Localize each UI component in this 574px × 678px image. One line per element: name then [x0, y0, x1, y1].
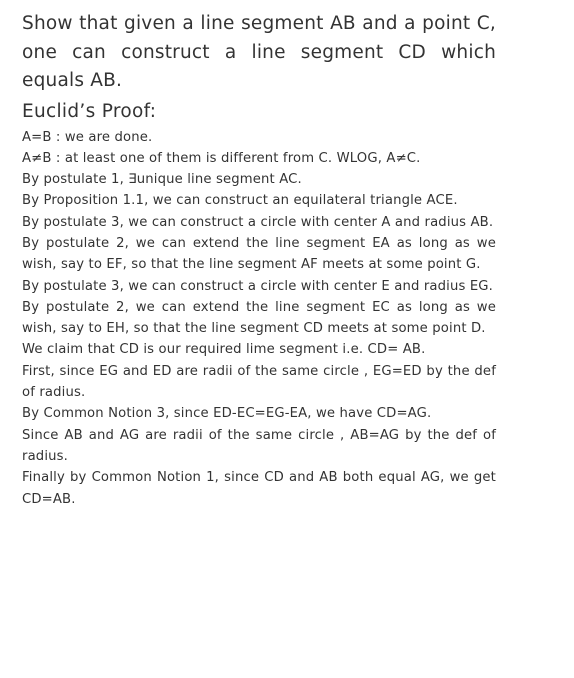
proof-heading: Euclid’s Proof: — [22, 100, 157, 122]
proof-line: A=B : we are done. — [22, 129, 153, 145]
proof-line: By postulate 2, we can extend the line segment EC as long as we wish, say to EH, so that the line segment CD meets at some point D. — [22, 299, 496, 337]
proof-line: By postulate 1, ∃unique line segment AC. — [22, 172, 302, 188]
proof-line: By postulate 2, we can extend the line segment EA as long as we wish, say to EF, so that the line segment AF meets at some point G. — [22, 235, 496, 273]
proof-line: We claim that CD is our required lime segment i.e. CD= AB. — [22, 342, 426, 358]
proof-line: By postulate 3, we can construct a circle with center A and radius AB. — [22, 214, 494, 230]
proof-line: Since AB and AG are radii of the same circle , AB=AG by the def of radius. — [22, 427, 496, 464]
document-page — [22, 10, 496, 510]
problem-statement: Show that given a line segment AB and a point C, one can construct a line segment CD which equals AB. — [22, 13, 496, 91]
proof-line: A≠B : at least one of them is different from C. WLOG, A≠C. — [22, 150, 421, 166]
proof-line: By postulate 3, we can construct a circle with center E and radius EG. — [22, 278, 494, 294]
proof-body — [22, 127, 496, 510]
proof-line: By Proposition 1.1, we can construct an equilateral triangle ACE. — [22, 193, 458, 209]
proof-line: First, since EG and ED are radii of the same circle , EG=ED by the def of radius. — [22, 363, 496, 401]
proof-line: Finally by Common Notion 1, since CD and AB both equal AG, we get CD=AB. — [22, 470, 496, 507]
proof-line: By Common Notion 3, since ED-EC=EG-EA, we have CD=AG. — [22, 406, 432, 422]
